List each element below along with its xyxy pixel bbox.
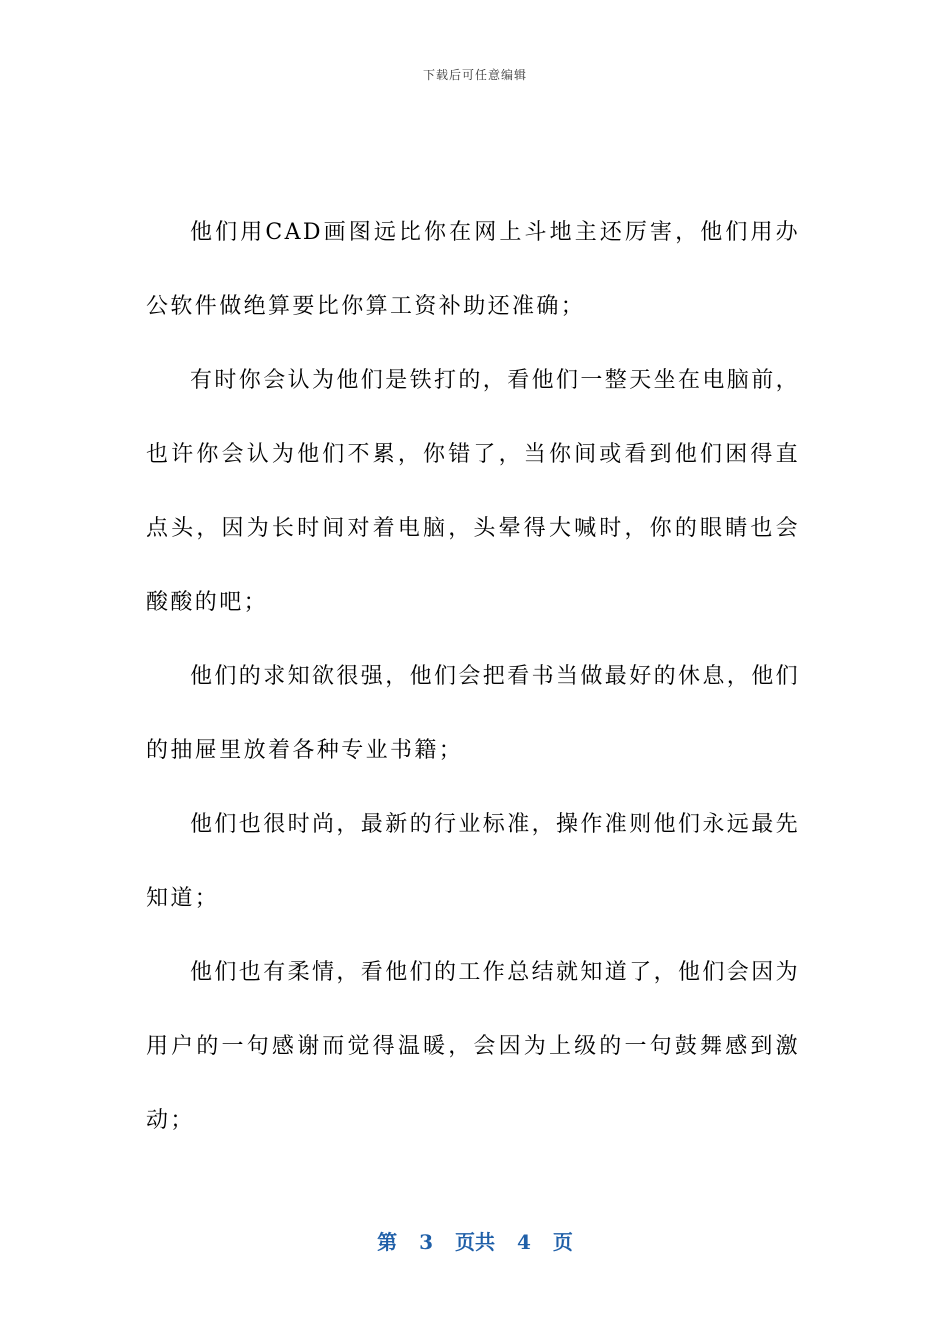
- body-text: [146, 196, 800, 1158]
- paragraph-5: 他们也有柔情，看他们的工作总结就知道了，他们会因为用户的一句感谢而觉得温暖，会因为上级的一句鼓舞感到激动；: [146, 960, 801, 1133]
- paragraph-3: 他们的求知欲很强，他们会把看书当做最好的休息，他们的抽屉里放着各种专业书籍；: [146, 664, 801, 763]
- paragraph-1: 他们用CAD画图远比你在网上斗地主还厉害，他们用办公软件做绝算要比你算工资补助还准确；: [146, 220, 800, 319]
- paragraph-2: 有时你会认为他们是铁打的，看他们一整天坐在电脑前，也许你会认为他们不累，你错了，当你间或看到他们困得直点头，因为长时间对着电脑，头晕得大喊时，你的眼睛也会酸酸的吧；: [146, 368, 801, 615]
- paragraph-4: 他们也很时尚，最新的行业标准，操作准则他们永远最先知道；: [146, 812, 801, 911]
- footer-page-mid: 页共: [455, 1230, 495, 1254]
- footer-page-prefix: 第: [377, 1230, 398, 1254]
- page-number-footer: [0, 1226, 950, 1255]
- footer-page-suffix: 页: [552, 1230, 573, 1254]
- header-note: 下载后可任意编辑: [422, 68, 527, 82]
- footer-total-pages: 4: [517, 1230, 531, 1254]
- footer-current-page: 3: [419, 1230, 433, 1254]
